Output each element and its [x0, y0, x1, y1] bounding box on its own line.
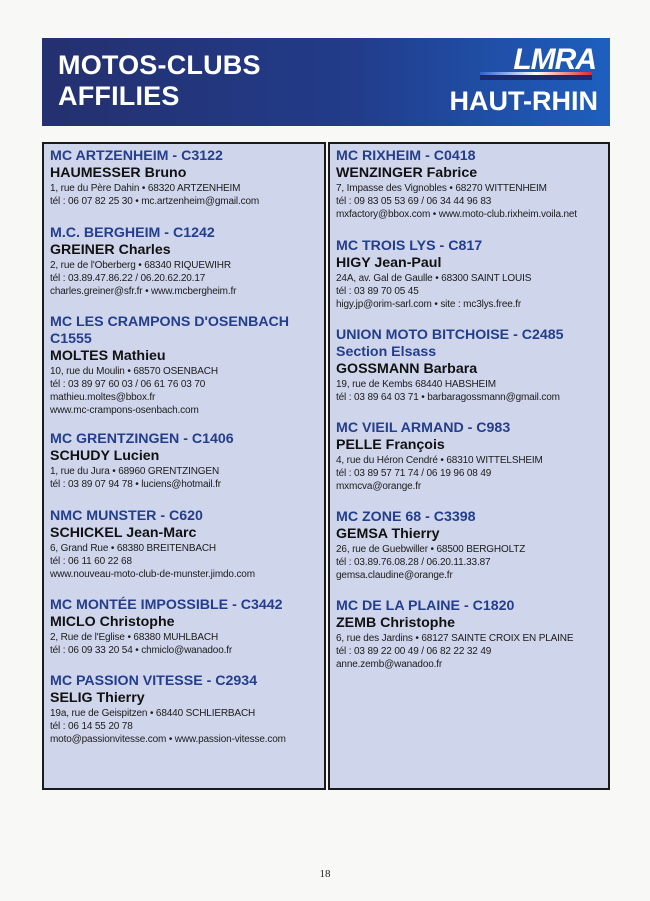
club-email-web: mxfactory@bbox.com • www.moto-club.rixheim.voila.net [336, 209, 577, 220]
club-address: 7, Impasse des Vignobles • 68270 WITTENHEIM [336, 183, 547, 194]
club-entry [44, 597, 324, 657]
club-entry [330, 238, 608, 311]
club-entry [44, 144, 324, 208]
logo-text: LMRA [513, 43, 596, 76]
club-address: 6, rue des Jardins • 68127 SAINTE CROIX EN PLAINE [336, 633, 574, 644]
page-title [58, 50, 261, 112]
club-name: MC VIEIL ARMAND - C983 [336, 420, 511, 436]
club-contact: ZEMB Christophe [336, 615, 456, 631]
club-address: 26, rue de Guebwiller • 68500 BERGHOLTZ [336, 544, 526, 555]
club-email-web: higy.jp@orim-sarl.com • site : mc3lys.free.fr [336, 299, 522, 310]
club-entry [44, 431, 324, 491]
club-address: 10, rue du Moulin • 68570 OSENBACH [50, 366, 218, 377]
club-contact: MICLO Christophe [50, 614, 175, 630]
club-phone: tél : 03.89.47.86.22 / 06.20.62.20.17 [50, 273, 206, 284]
club-phone: tél : 03 89 07 94 78 • luciens@hotmail.fr [50, 479, 221, 490]
club-name: UNION MOTO BITCHOISE - C2485 Section Elsass [336, 327, 564, 360]
header-banner [42, 38, 610, 126]
club-entry [330, 327, 608, 404]
club-contact: SELIG Thierry [50, 690, 145, 706]
club-contact: PELLE François [336, 437, 445, 453]
title-line-2: AFFILIES [58, 81, 180, 111]
club-name: MC PASSION VITESSE - C2934 [50, 673, 258, 689]
club-address: 1, rue du Père Dahin • 68320 ARTZENHEIM [50, 183, 241, 194]
club-entry [44, 314, 324, 417]
club-email: mxmcva@orange.fr [336, 481, 421, 492]
title-line-1: MOTOS-CLUBS [58, 50, 261, 80]
club-contact: MOLTES Mathieu [50, 348, 166, 364]
club-phone: tél : 03 89 70 05 45 [336, 286, 419, 297]
club-website: www.nouveau-moto-club-de-munster.jimdo.com [50, 569, 255, 580]
club-email-web: charles.greiner@sfr.fr • www.mcbergheim.fr [50, 286, 237, 297]
club-entry [330, 144, 608, 221]
club-website: www.mc-crampons-osenbach.com [50, 405, 199, 416]
club-name: M.C. BERGHEIM - C1242 [50, 225, 215, 241]
club-name: MC LES CRAMPONS D'OSENBACH C1555 [50, 314, 290, 347]
club-address: 2, Rue de l'Eglise • 68380 MUHLBACH [50, 632, 219, 643]
club-email: mathieu.moltes@bbox.fr [50, 392, 156, 403]
right-club-column [328, 142, 610, 790]
club-email: anne.zemb@wanadoo.fr [336, 659, 443, 670]
club-entry [330, 598, 608, 671]
club-phone: tél : 03 89 64 03 71 • barbaragossmann@gmail.com [336, 392, 560, 403]
club-phone: tél : 06 11 60 22 68 [50, 556, 132, 567]
club-contact: GEMSA Thierry [336, 526, 440, 542]
club-address: 2, rue de l'Oberberg • 68340 RIQUEWIHR [50, 260, 231, 271]
club-address: 1, rue du Jura • 68960 GRENTZINGEN [50, 466, 220, 477]
club-entry [44, 673, 324, 746]
club-name: MC GRENTZINGEN - C1406 [50, 431, 234, 447]
club-phone: tél : 03 89 57 71 74 / 06 19 96 08 49 [336, 468, 492, 479]
club-contact: HAUMESSER Bruno [50, 165, 187, 181]
club-name: MC MONTÉE IMPOSSIBLE - C3442 [50, 597, 283, 613]
club-contact: SCHUDY Lucien [50, 448, 160, 464]
club-name: MC TROIS LYS - C817 [336, 238, 483, 254]
club-email: gemsa.claudine@orange.fr [336, 570, 453, 581]
left-club-column [42, 142, 326, 790]
page-number: 18 [319, 868, 331, 880]
club-name: MC ARTZENHEIM - C3122 [50, 148, 223, 164]
club-address: 6, Grand Rue • 68380 BREITENBACH [50, 543, 217, 554]
club-contact: WENZINGER Fabrice [336, 165, 478, 181]
club-contact: HIGY Jean-Paul [336, 255, 442, 271]
club-entry [330, 420, 608, 493]
club-contact: GREINER Charles [50, 242, 171, 258]
club-phone: tél : 03 89 97 60 03 / 06 61 76 03 70 [50, 379, 206, 390]
club-name: MC RIXHEIM - C0418 [336, 148, 476, 164]
club-entry [44, 508, 324, 581]
club-address: 4, rue du Héron Cendré • 68310 WITTELSHEIM [336, 455, 543, 466]
region-label: HAUT-RHIN [449, 86, 598, 116]
club-address: 19, rue de Kembs 68440 HABSHEIM [336, 379, 496, 390]
club-phone: tél : 06 09 33 20 54 • chmiclo@wanadoo.fr [50, 645, 233, 656]
club-email-web: moto@passionvitesse.com • www.passion-vitesse.com [50, 734, 286, 745]
club-name: NMC MUNSTER - C620 [50, 508, 203, 524]
club-contact: GOSSMANN Barbara [336, 361, 478, 377]
club-name: MC DE LA PLAINE - C1820 [336, 598, 515, 614]
club-address: 24A, av. Gal de Gaulle • 68300 SAINT LOUIS [336, 273, 532, 284]
lmra-logo [476, 43, 596, 82]
club-phone: tél : 06 07 82 25 30 • mc.artzenheim@gmail.com [50, 196, 260, 207]
club-phone: tél : 03.89.76.08.28 / 06.20.11.33.87 [336, 557, 491, 568]
club-phone: tél : 06 14 55 20 78 [50, 721, 133, 732]
club-phone: tél : 03 89 22 00 49 / 06 82 22 32 49 [336, 646, 492, 657]
club-address: 19a, rue de Geispitzen • 68440 SCHLIERBACH [50, 708, 256, 719]
club-contact: SCHICKEL Jean-Marc [50, 525, 197, 541]
club-phone: tél : 09 83 05 53 69 / 06 34 44 96 83 [336, 196, 492, 207]
club-entry [330, 509, 608, 582]
club-entry [44, 225, 324, 298]
club-name: MC ZONE 68 - C3398 [336, 509, 476, 525]
